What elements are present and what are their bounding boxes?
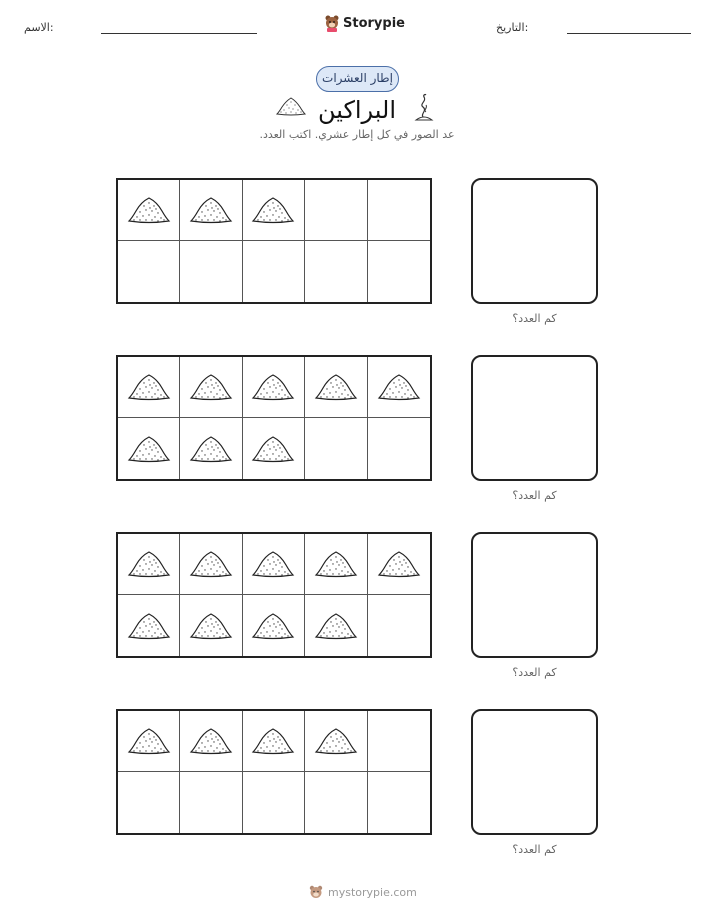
frame-cell: [305, 772, 367, 833]
worksheet-title: البراكين: [317, 96, 397, 124]
how-many-prompt-3: كم العدد؟: [512, 666, 557, 679]
ash-pile-icon: [126, 433, 172, 465]
ash-pile-icon: [188, 725, 234, 757]
frame-cell: [180, 241, 242, 302]
frame-cell: [368, 357, 430, 418]
ten-frame-1: [116, 178, 432, 304]
worksheet-type-badge: إطار العشرات: [316, 66, 399, 92]
ash-pile-icon: [188, 194, 234, 226]
ash-pile-icon: [376, 371, 422, 403]
name-line[interactable]: [101, 33, 257, 34]
frame-cell: [368, 711, 430, 772]
ash-pile-icon: [188, 610, 234, 642]
ash-pile-icon: [126, 371, 172, 403]
ash-pile-icon: [376, 548, 422, 580]
frame-cell: [368, 772, 430, 833]
instructions: عد الصور في كل إطار عشري. اكتب العدد.: [259, 128, 455, 141]
ash-pile-icon: [188, 548, 234, 580]
frame-cell: [180, 595, 242, 656]
answer-box-2[interactable]: [471, 355, 598, 481]
frame-cell: [243, 241, 305, 302]
frame-cell: [305, 534, 367, 595]
ash-pile-icon: [250, 194, 296, 226]
frame-cell: [368, 418, 430, 479]
ten-frame-4: [116, 709, 432, 835]
frame-cell: [305, 180, 367, 241]
frame-cell: [118, 418, 180, 479]
frame-cell: [243, 534, 305, 595]
ten-frame-2: [116, 355, 432, 481]
frame-cell: [180, 711, 242, 772]
ash-pile-icon: [188, 371, 234, 403]
ash-pile-icon: [313, 371, 359, 403]
answer-box-1[interactable]: [471, 178, 598, 304]
frame-cell: [368, 595, 430, 656]
date-label: التاريخ:: [496, 21, 529, 34]
how-many-prompt-4: كم العدد؟: [512, 843, 557, 856]
frame-cell: [180, 418, 242, 479]
frame-cell: [368, 534, 430, 595]
ten-frame-3: [116, 532, 432, 658]
name-label: الاسم:: [24, 21, 54, 34]
ash-pile-icon: [250, 433, 296, 465]
footer: [308, 884, 417, 900]
frame-cell: [243, 772, 305, 833]
frame-cell: [118, 595, 180, 656]
frame-cell: [305, 711, 367, 772]
ash-pile-icon: [275, 95, 307, 117]
frame-cell: [368, 180, 430, 241]
ash-pile-icon: [250, 610, 296, 642]
frame-cell: [368, 241, 430, 302]
ash-pile-icon: [126, 548, 172, 580]
answer-box-3[interactable]: [471, 532, 598, 658]
ash-pile-icon: [313, 610, 359, 642]
how-many-prompt-2: كم العدد؟: [512, 489, 557, 502]
bear-mascot-icon: [308, 884, 324, 900]
ash-pile-icon: [250, 548, 296, 580]
frame-cell: [243, 595, 305, 656]
ash-pile-icon: [250, 725, 296, 757]
frame-cell: [305, 241, 367, 302]
footer-url[interactable]: mystorypie.com: [328, 885, 417, 899]
frame-cell: [243, 711, 305, 772]
ash-pile-icon: [126, 725, 172, 757]
frame-cell: [243, 180, 305, 241]
frame-cell: [243, 357, 305, 418]
frame-cell: [118, 534, 180, 595]
frame-cell: [180, 772, 242, 833]
frame-cell: [243, 418, 305, 479]
frame-cell: [118, 180, 180, 241]
frame-cell: [180, 534, 242, 595]
frame-cell: [118, 241, 180, 302]
ash-pile-icon: [313, 725, 359, 757]
ash-pile-icon: [313, 548, 359, 580]
ash-pile-icon: [250, 371, 296, 403]
smoke-icon: [413, 92, 435, 122]
brand-logo: [324, 12, 405, 34]
frame-cell: [305, 595, 367, 656]
frame-cell: [118, 772, 180, 833]
frame-cell: [305, 357, 367, 418]
how-many-prompt-1: كم العدد؟: [512, 312, 557, 325]
ash-pile-icon: [126, 610, 172, 642]
answer-box-4[interactable]: [471, 709, 598, 835]
date-line[interactable]: [567, 33, 691, 34]
frame-cell: [180, 180, 242, 241]
frame-cell: [118, 711, 180, 772]
ash-pile-icon: [126, 194, 172, 226]
brand-name: Storypie: [343, 15, 405, 31]
frame-cell: [180, 357, 242, 418]
bear-mascot-icon: [324, 14, 340, 32]
ash-pile-icon: [188, 433, 234, 465]
frame-cell: [305, 418, 367, 479]
frame-cell: [118, 357, 180, 418]
